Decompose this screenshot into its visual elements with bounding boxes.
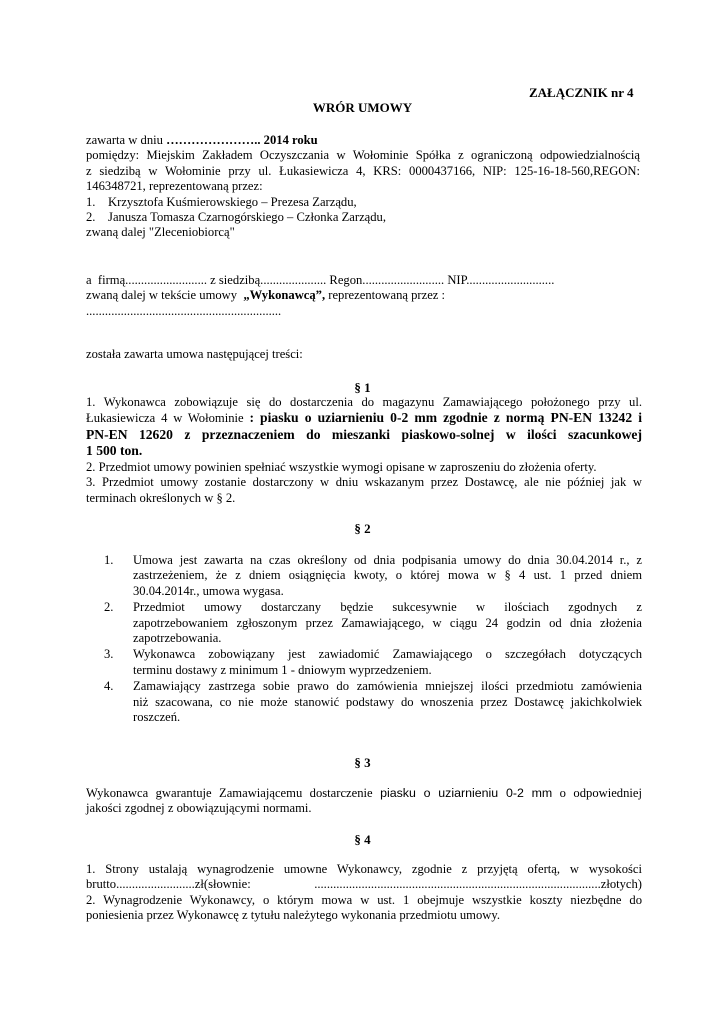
section-4-heading: § 4	[354, 832, 371, 847]
representative-line: ..............................................................	[86, 303, 282, 318]
s1-line2-prefix: Łukasiewicza 4 w Wołominie	[86, 411, 250, 426]
client-alias: zwaną dalej "Zleceniobiorcą"	[86, 225, 235, 240]
intro-block	[86, 133, 640, 241]
item-line: Przedmiot umowy dostarczany będzie sukcesywnie w ilościach zgodnych z	[133, 600, 642, 615]
s4-line: 2. Wynagrodzenie Wykonawcy, o którym mowa w ust. 1 obejmuje wszystkie koszty niezbędne do	[86, 892, 642, 907]
signatory-2: 2. Janusza Tomasza Czarnogórskiego – Członka Zarządu,	[86, 210, 386, 225]
alias-prefix: zwaną dalej w tekście umowy	[86, 288, 244, 303]
s4-line: 1. Strony ustalają wynagrodzenie umowne Wykonawcy, zgodnie z przyjętą ofertą, w wysokości	[86, 862, 642, 876]
s4-line: brutto.........................zł(słownie: ...........................................................................................złotych)	[86, 877, 642, 892]
item-line: Wykonawca zobowiązany jest zawiadomić Zamawiającego o szczegółach dotyczących	[133, 647, 642, 662]
s1-line: 2. Przedmiot umowy powinien spełniać wszystkie wymogi opisane w zaproszeniu do złożenia oferty.	[86, 459, 597, 474]
list-item	[86, 679, 642, 725]
intro-line: 146348721, reprezentowaną przez:	[86, 179, 263, 194]
intro-line: z siedzibą w Wołominie przy ul. Łukasiewicza 4, KRS: 0000437166, NIP: 125-16-18-560,REGON:	[86, 163, 640, 178]
s1-line2-bold: : piasku o uziarnieniu 0-2 mm zgodnie z normą PN-EN 13242 i	[249, 410, 642, 426]
date-value: ………………….. 2014 roku	[166, 133, 318, 147]
item-line: 30.04.2014r., umowa wygasa.	[133, 583, 284, 598]
alias-suffix: reprezentowaną przez :	[325, 288, 446, 303]
alias-bold: „Wykonawcą”,	[243, 288, 326, 303]
section-2-heading: § 2	[354, 521, 371, 536]
s1-line: PN-EN 12620 z przeznaczeniem do mieszanki piaskowo-solnej w ilości szacunkowej	[86, 426, 642, 442]
item-line: niż szacowana, co nie może stanowić podstawy do wnoszenia przez Dostawcę jakichkolwiek	[133, 694, 642, 709]
item-line: zapotrzebowania.	[133, 631, 222, 646]
item-number: 4.	[104, 679, 114, 694]
signatory-1: 1. Krzysztofa Kuśmierowskiego – Prezesa Zarządu,	[86, 194, 357, 209]
item-line: Zamawiający zastrzega sobie prawo do zamówienia mniejszej ilości przedmiotu zamówienia	[133, 679, 642, 694]
s1-line	[86, 410, 642, 426]
list-item	[86, 553, 642, 599]
s1-line: terminach określonych w § 2.	[86, 490, 236, 505]
s3-line: jakości zgodnej z obowiązującymi normami.	[86, 801, 312, 816]
list-item	[86, 647, 642, 678]
item-line: zapotrzebowaniem zgłoszonym przez Zamawiającego, w ciągu 24 godzin od dnia złożenia	[133, 615, 642, 630]
contractor-alias-line	[86, 288, 640, 303]
intro-date-line	[86, 133, 640, 148]
s3-line	[86, 786, 642, 801]
section-1-heading: § 1	[354, 380, 371, 395]
s3-line1-prefix: Wykonawca gwarantuje Zamawiającemu dostarczenie	[86, 786, 381, 800]
item-number: 1.	[104, 553, 114, 567]
section-3-heading: § 3	[354, 755, 371, 770]
section-3-body	[86, 786, 642, 817]
item-line: terminu dostawy z minimum 1 - dniowym wyprzedzeniem.	[133, 662, 432, 677]
date-prefix: zawarta w dniu	[86, 133, 167, 147]
section-4-body	[86, 862, 642, 924]
contractor-details-line: a firmą.......................... z siedzibą..................... Regon.......................... NIP............................	[86, 273, 555, 287]
intro-line: pomiędzy: Miejskim Zakładem Oczyszczania w Wołominie Spółka z ograniczoną odpowiedzialnością	[86, 148, 640, 163]
item-number: 2.	[104, 600, 114, 615]
section-1-body	[86, 395, 642, 506]
attachment-label: ZAŁĄCZNIK nr 4	[529, 85, 634, 100]
s3-line1-suffix: o odpowiedniej	[552, 786, 642, 800]
item-line: Umowa jest zawarta na czas określony od dnia podpisania umowy do dnia 30.04.2014 r., z	[133, 553, 642, 567]
section-2-list	[86, 553, 642, 726]
s1-line: 3. Przedmiot umowy zostanie dostarczony w dniu wskazanym przez Dostawcę, ale nie później jak w	[86, 475, 642, 490]
preamble: została zawarta umowa następującej treści:	[86, 347, 303, 361]
list-item	[86, 600, 642, 646]
s4-line: poniesienia przez Wykonawcę z tytułu należytego wykonania przedmiotu umowy.	[86, 908, 501, 923]
s1-line: 1 500 ton.	[86, 443, 143, 459]
item-number: 3.	[104, 647, 114, 662]
s3-line1-sans: piasku o uziarnieniu 0-2 mm	[380, 786, 553, 800]
item-line: zastrzeżeniem, że z dniem osiągnięcia kwoty, o której mowa w § 4 ust. 1 przed dniem	[133, 568, 642, 583]
document-title: WRÓR UMOWY	[312, 100, 413, 115]
s1-line: 1. Wykonawca zobowiązuje się do dostarczenia do magazynu Zamawiającego położonego przy ul.	[86, 395, 642, 409]
contractor-block	[86, 273, 640, 319]
item-line: roszczeń.	[133, 710, 181, 725]
